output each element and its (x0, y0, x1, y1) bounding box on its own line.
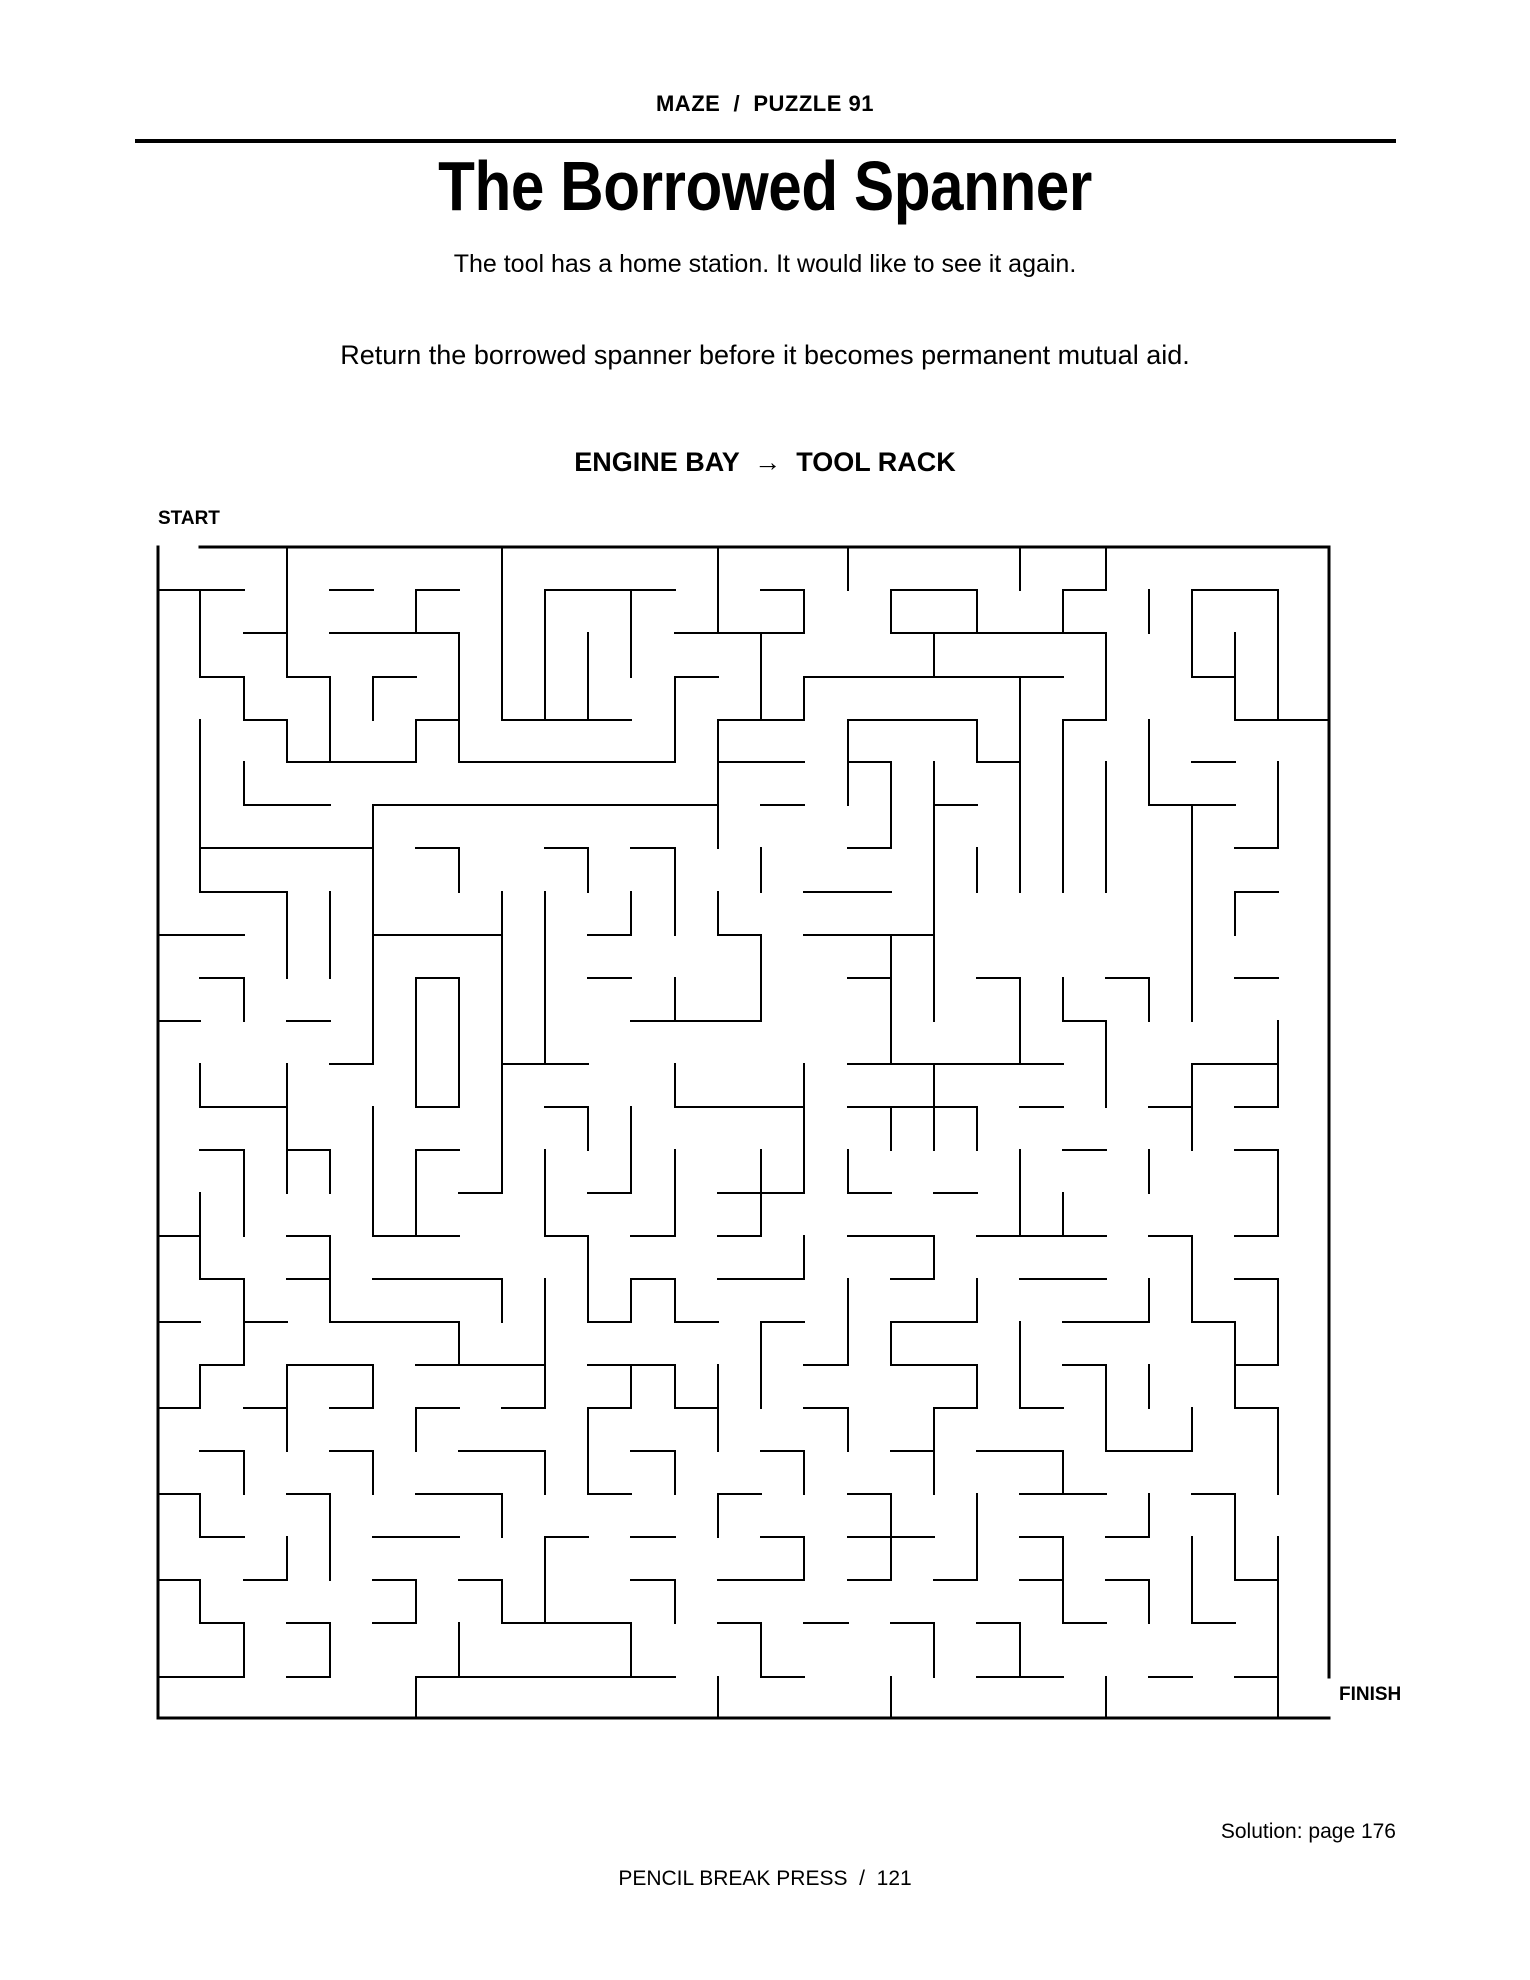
solution-note: Solution: page 176 (1220, 1820, 1396, 1843)
maze-walls (158, 547, 1329, 1718)
page-subtitle: The tool has a home station. It would like to see it again. (453, 250, 1077, 278)
puzzle-label: MAZE / PUZZLE 91 (655, 91, 875, 116)
finish-label: FINISH (1339, 1684, 1402, 1705)
start-label: START (158, 508, 220, 529)
route-label: ENGINE BAY → TOOL RACK (574, 447, 956, 477)
maze-outer-border (158, 547, 1329, 1718)
instructions: Return the borrowed spanner before it becomes permanent mutual aid. (340, 340, 1190, 370)
page-footer: PENCIL BREAK PRESS / 121 (618, 1867, 912, 1890)
page-title: The Borrowed Spanner (438, 147, 1092, 225)
